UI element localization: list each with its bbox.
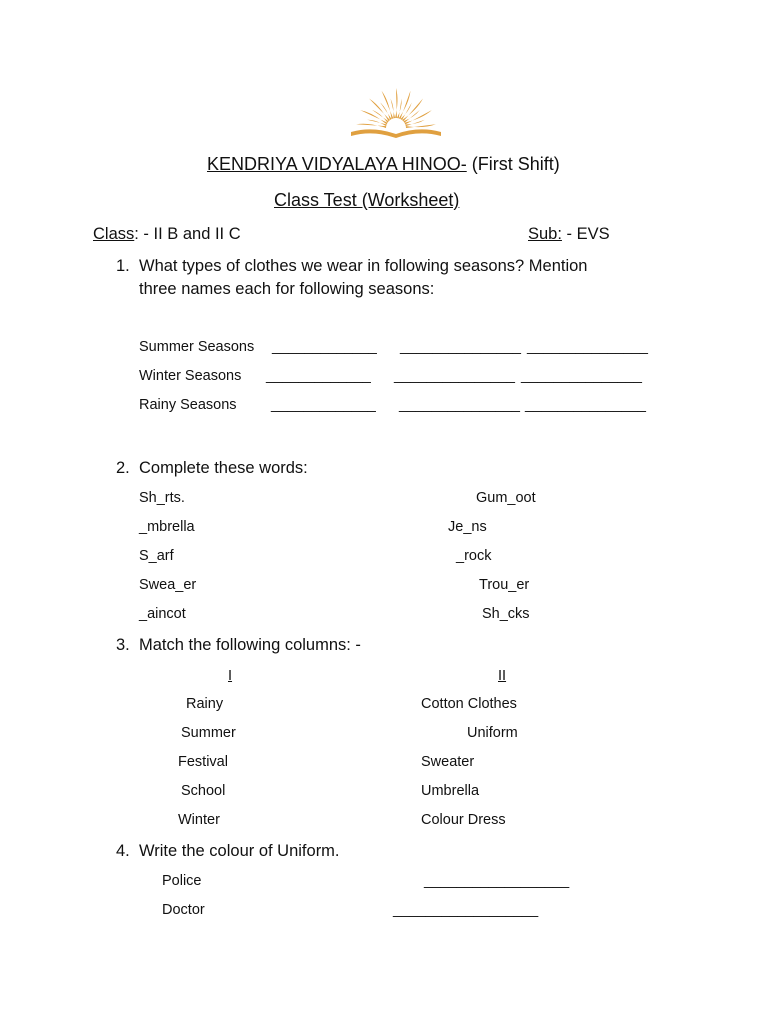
q1-blank: _______________ (527, 339, 648, 355)
class-value: : - II B and II C (134, 225, 241, 243)
q1-row-label: Rainy Seasons (139, 397, 237, 413)
q3-col2-item: Cotton Clothes (421, 696, 517, 712)
q2-word-left: _aincot (139, 606, 186, 622)
q4-row-label: Doctor (162, 902, 205, 918)
q3-text: Match the following columns: - (139, 636, 361, 654)
sun-ray (402, 98, 423, 121)
q2-word-right: _rock (456, 548, 492, 564)
q3-col2-item: Uniform (467, 725, 518, 741)
q1-text-line2: three names each for following seasons: (139, 280, 435, 298)
q4-text: Write the colour of Uniform. (139, 842, 340, 860)
q1-number: 1. (116, 257, 130, 275)
q3-col1-item: Winter (178, 812, 220, 828)
q1-blank: _______________ (399, 397, 520, 413)
q4-blank: __________________ (393, 902, 539, 918)
q3-col1-item: Summer (181, 725, 236, 741)
sun-ray (406, 124, 436, 128)
q4-number: 4. (116, 842, 130, 860)
q4-row-label: Police (162, 873, 202, 889)
sun-ray (399, 91, 411, 119)
q3-col1-header: I (228, 668, 233, 684)
q3-col2-header: II (498, 668, 507, 684)
q2-word-right: Trou_er (479, 577, 530, 593)
q1-blank: _____________ (271, 397, 376, 413)
q2-number: 2. (116, 459, 130, 477)
q4-blank: __________________ (424, 873, 570, 889)
q2-word-left: S_arf (139, 548, 174, 564)
sun-ray (356, 124, 386, 128)
sun-ray (405, 120, 425, 126)
q2-word-left: _mbrella (139, 519, 195, 535)
q3-col2-item: Umbrella (421, 783, 480, 799)
class-info (93, 225, 241, 244)
sun-ray (382, 91, 394, 119)
sun-ray (395, 88, 397, 118)
subject-info (528, 225, 610, 244)
q1-blank: _____________ (266, 368, 371, 384)
subject-label: Sub: (528, 225, 562, 243)
q3-col1-item: Festival (178, 754, 228, 770)
q2-text: Complete these words: (139, 459, 308, 477)
q3-col1-item: Rainy (186, 696, 224, 712)
test-title: Class Test (Worksheet) (274, 190, 460, 210)
q1-blank: _______________ (400, 339, 521, 355)
q2-word-right: Sh_cks (482, 606, 530, 622)
q3-col2-item: Sweater (421, 754, 475, 770)
sun-ray (360, 110, 387, 124)
q2-word-right: Gum_oot (476, 490, 536, 506)
q3-number: 3. (116, 636, 130, 654)
shift-label: (First Shift) (466, 154, 560, 174)
q2-word-left: Swea_er (139, 577, 197, 593)
q2-word-right: Je_ns (448, 519, 487, 535)
sun-ray (367, 120, 387, 126)
school-name: KENDRIYA VIDYALAYA HINOO- (207, 154, 467, 174)
q1-text-line1: What types of clothes we wear in following seasons? Mention (139, 257, 588, 275)
q1-blank: _______________ (394, 368, 515, 384)
school-header (207, 154, 560, 175)
class-label: Class (93, 225, 135, 243)
q2-word-left: Sh_rts. (139, 490, 185, 506)
q1-blank: _____________ (272, 339, 377, 355)
q1-blank: _______________ (521, 368, 642, 384)
q1-row-label: Winter Seasons (139, 368, 242, 384)
sun-rays-book-icon (343, 82, 449, 142)
q3-col2-item: Colour Dress (421, 812, 506, 828)
q3-col1-item: School (181, 783, 226, 799)
q1-blank: _______________ (525, 397, 646, 413)
subject-value: - EVS (561, 225, 610, 243)
q1-row-label: Summer Seasons (139, 339, 255, 355)
